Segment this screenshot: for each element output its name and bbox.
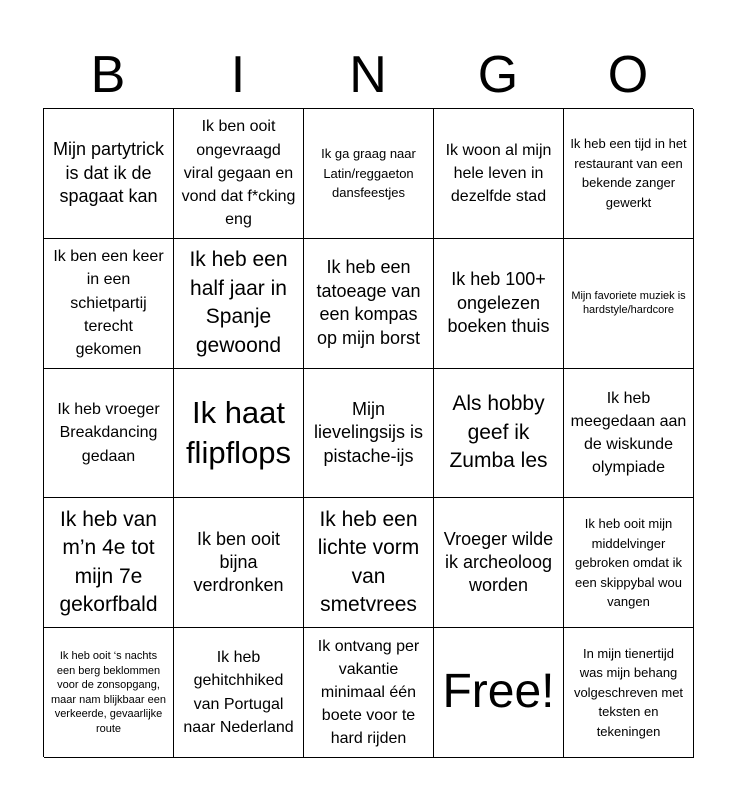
cell-text: Ik woon al mijn hele leven in dezelfde stad [445, 141, 552, 205]
cell-text: Ik heb gehitchhiked van Portugal naar Nederland [183, 649, 294, 736]
header-letter-i: I [230, 46, 246, 104]
bingo-cell[interactable] [174, 109, 304, 239]
cell-text: Als hobby geef ik Zumba les [449, 392, 548, 473]
cell-text: Ik heb een lichte vorm van smetvrees [317, 507, 420, 617]
header-letter-n: N [349, 46, 387, 104]
bingo-card [43, 108, 693, 757]
bingo-cell[interactable] [304, 498, 434, 628]
bingo-cell[interactable] [304, 239, 434, 369]
cell-text: Ik ga graag naar Latin/reggaeton dansfeestjes [321, 146, 416, 201]
header-letter-g: G [477, 46, 519, 104]
bingo-header [43, 42, 693, 108]
cell-text: Ik heb vroeger Breakdancing gedaan [57, 401, 160, 465]
cell-text: In mijn tienertijd was mijn behang volgeschreven met teksten en tekeningen [573, 645, 684, 739]
bingo-cell[interactable] [174, 628, 304, 758]
free-space-text: Free! [442, 665, 555, 719]
bingo-cell[interactable] [434, 239, 564, 369]
cell-text: Ik heb van m’n 4e tot mijn 7e gekorfbald [59, 507, 158, 617]
header-letter-o: O [607, 46, 649, 104]
free-space-cell[interactable] [434, 628, 564, 758]
cell-text: Mijn favoriete muziek is hardstyle/hardcore [571, 289, 686, 317]
cell-text: Ik heb een half jaar in Spanje gewoond [189, 248, 288, 357]
bingo-cell[interactable] [434, 109, 564, 239]
bingo-cell[interactable] [564, 109, 694, 239]
bingo-cell[interactable] [304, 109, 434, 239]
bingo-cell[interactable] [564, 498, 694, 628]
cell-text: Ik heb meegedaan aan de wiskunde olympiade [570, 389, 687, 477]
cell-text: Vroeger wilde ik archeoloog worden [443, 528, 554, 596]
cell-text: Ik ontvang per vakantie minimaal één boete voor te hard rijden [317, 637, 420, 748]
cell-text: Ik ben een keer in een schietpartij terecht gekomen [53, 248, 164, 358]
cell-text: Mijn lievelingsijs is pistache-ijs [313, 398, 424, 466]
cell-text: Ik heb een tijd in het restaurant van een bekende zanger gewerkt [570, 136, 687, 210]
cell-text: Ik ben ooit bijna verdronken [193, 528, 284, 596]
bingo-cell[interactable] [44, 239, 174, 369]
bingo-cell[interactable] [434, 369, 564, 499]
cell-text: Ik heb een tatoeage van een kompas op mijn borst [316, 257, 421, 348]
bingo-cell[interactable] [564, 628, 694, 758]
bingo-cell[interactable] [304, 628, 434, 758]
header-letter-b: B [90, 46, 126, 104]
bingo-cell[interactable] [44, 109, 174, 239]
bingo-cell[interactable] [174, 498, 304, 628]
cell-text: Ik heb ooit ‘s nachts een berg beklommen voor de zonsopgang, maar nam blijkbaar een verkeerde, gevaarlijke route [51, 650, 166, 735]
bingo-cell[interactable] [44, 369, 174, 499]
bingo-cell[interactable] [434, 498, 564, 628]
bingo-cell[interactable] [174, 239, 304, 369]
bingo-cell[interactable] [44, 628, 174, 758]
cell-text: Mijn partytrick is dat ik de spagaat kan [52, 139, 164, 207]
bingo-cell[interactable] [304, 369, 434, 499]
cell-text: Ik haat flipflops [185, 394, 292, 470]
bingo-cell[interactable] [564, 239, 694, 369]
bingo-cell[interactable] [44, 498, 174, 628]
cell-text: Ik ben ooit ongevraagd viral gegaan en vond dat f*cking eng [181, 118, 296, 229]
bingo-cell[interactable] [564, 369, 694, 499]
cell-text: Ik heb ooit mijn middelvinger gebroken omdat ik een skippybal wou vangen [575, 516, 682, 610]
cell-text: Ik heb 100+ ongelezen boeken thuis [447, 269, 550, 336]
bingo-cell[interactable] [174, 369, 304, 499]
